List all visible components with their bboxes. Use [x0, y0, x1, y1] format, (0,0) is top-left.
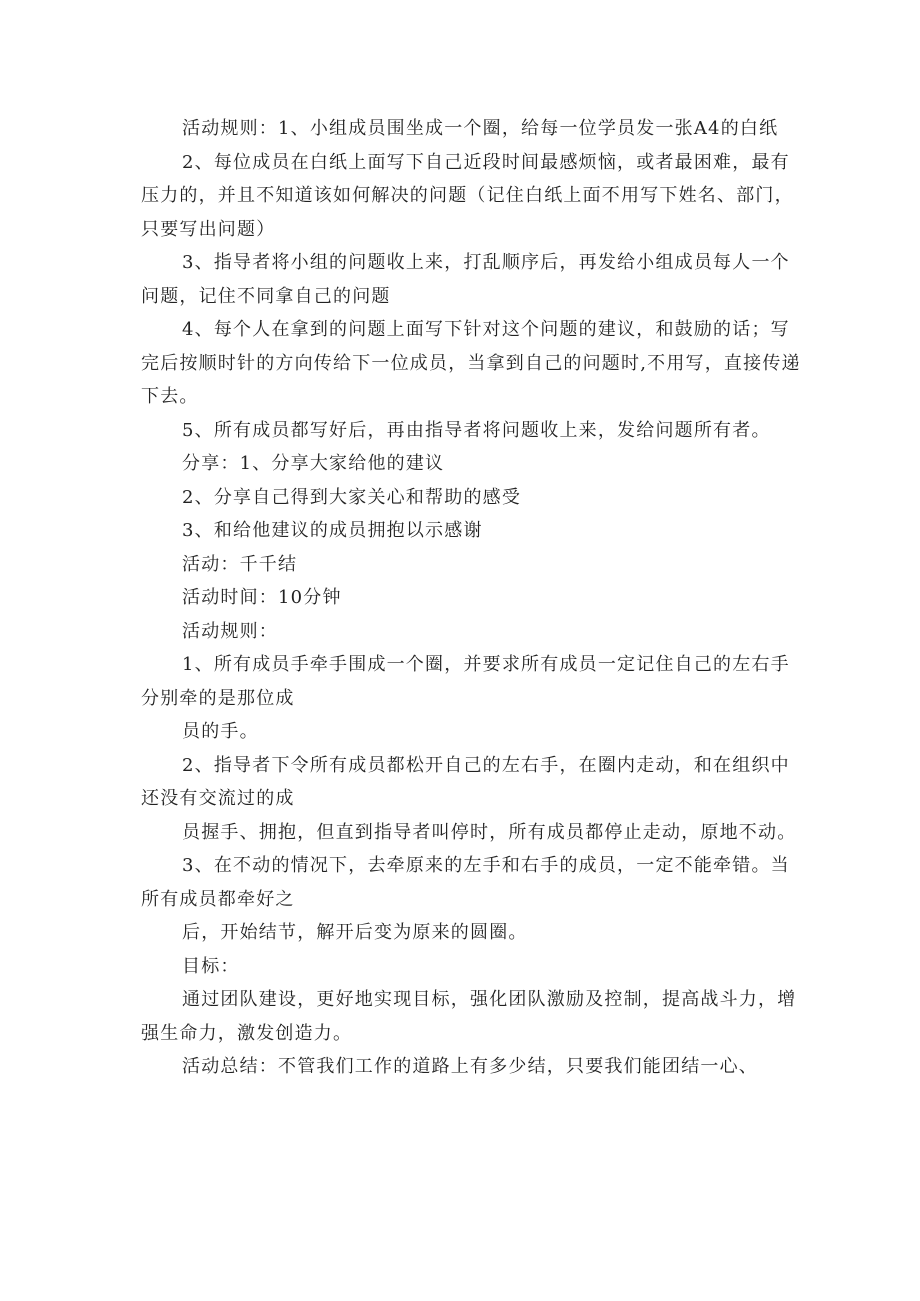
paragraph-activity-time: 活动时间：10分钟 [182, 587, 342, 608]
paragraph-activity-rules-heading: 活动规则： [182, 620, 278, 642]
paragraph-knot-rule-3: 3、在不动的情况下，去牵原来的左手和右手的成员，一定不能牵错。当所有成员都牵好之 [141, 855, 790, 910]
paragraph-goal-heading: 目标： [182, 955, 240, 977]
paragraph-rules-3: 3、指导者将小组的问题收上来，打乱顺序后，再发给小组成员每人一个问题，记住不同拿自己的问题 [141, 252, 790, 307]
paragraph-rules-1: 活动规则：1、小组成员围坐成一个圈，给每一位学员发一张A4的白纸 [182, 118, 779, 139]
paragraph-share-1: 分享：1、分享大家给他的建议 [182, 453, 445, 474]
paragraph-knot-rule-1-cont: 员的手。 [182, 721, 259, 742]
paragraph-summary: 活动总结：不管我们工作的道路上有多少结，只要我们能团结一心、 [182, 1056, 758, 1077]
paragraph-share-3: 3、和给他建议的成员拥抱以示感谢 [182, 520, 483, 541]
paragraph-knot-rule-2: 2、指导者下令所有成员都松开自己的左右手，在圈内走动，和在组织中还没有交流过的成 [141, 754, 790, 809]
document-body [141, 112, 801, 1084]
paragraph-rules-5: 5、所有成员都写好后，再由指导者将问题收上来，发给问题所有者。 [182, 419, 771, 441]
paragraph-knot-rule-3-cont: 后，开始结节，解开后变为原来的圆圈。 [182, 922, 528, 943]
paragraph-goal-text: 通过团队建设，更好地实现目标，强化团队激励及控制，提高战斗力，增强生命力，激发创造力。 [141, 989, 797, 1044]
paragraph-rules-4: 4、每个人在拿到的问题上面写下针对这个问题的建议，和鼓励的话；写完后按顺时针的方向传给下一位成员，当拿到自己的问题时,不用写，直接传递下去。 [141, 319, 801, 407]
paragraph-activity-title: 活动：千千结 [182, 553, 298, 575]
paragraph-knot-rule-2-cont: 员握手、拥抱，但直到指导者叫停时，所有成员都停止走动，原地不动。 [182, 821, 797, 843]
paragraph-share-2: 2、分享自己得到大家关心和帮助的感受 [182, 486, 522, 508]
paragraph-knot-rule-1: 1、所有成员手牵手围成一个圈，并要求所有成员一定记住自己的左右手分别牵的是那位成 [141, 654, 790, 709]
paragraph-rules-2: 2、每位成员在白纸上面写下自己近段时间最感烦恼，或者最困难，最有压力的，并且不知道该如何解决的问题（记住白纸上面不用写下姓名、部门，只要写出问题） [141, 151, 794, 240]
